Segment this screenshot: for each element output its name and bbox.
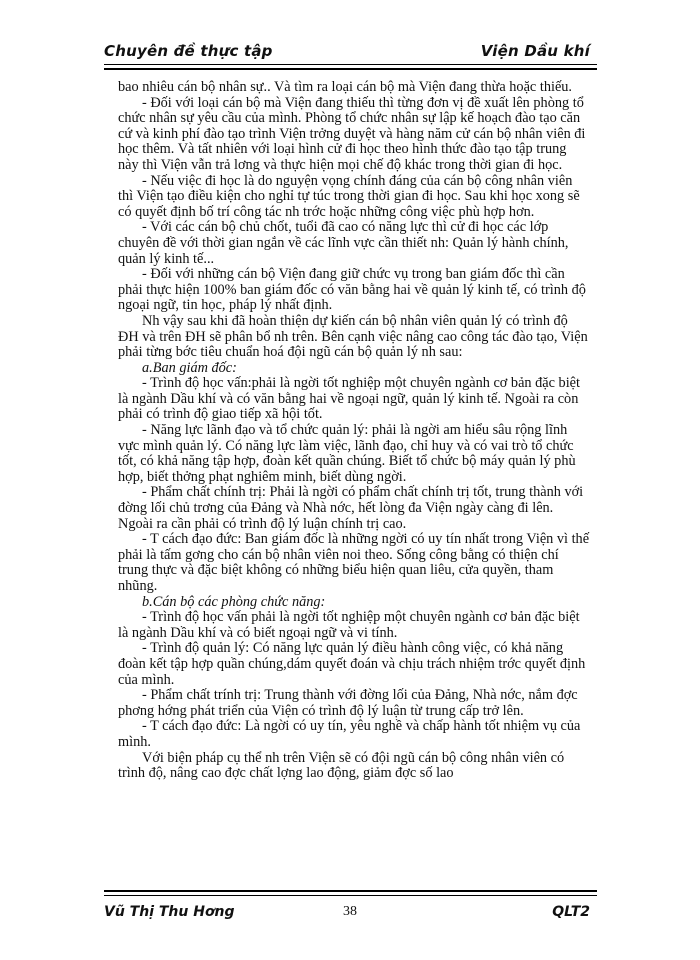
body-paragraph: Với biện pháp cụ thể nh trên Viện sẽ có đội ngũ cán bộ công nhân viên có trình độ, nâng cao đợc chất lợng lao động, giảm đợc số lao (118, 749, 565, 782)
footer-rule-thin (104, 895, 597, 896)
body-paragraph: bao nhiêu cán bộ nhân sự.. Và tìm ra loại cán bộ mà Viện đang thừa hoặc thiếu. (118, 79, 573, 95)
page-number: 38 (343, 904, 357, 919)
body-paragraph: - Đối với những cán bộ Viện đang giữ chức vụ trong ban giám đốc thì cần phải thực hiện 100% ban giám đốc có văn bằng hai về quản lý kinh tế, có trình độ ngoại ngữ, tin học, pháp lý nhất định. (118, 266, 586, 314)
body-paragraph: - Năng lực lãnh đạo và tổ chức quản lý: phải là ngời am hiểu sâu rộng lĩnh vực mình quản lý. Có năng lực làm việc, lãnh đạo, chỉ huy và có vai trò tổ chức tốt, có khả năng tập hợp, đoàn kết quần chúng. Biết tổ chức bộ máy quản lý phù hợp, biết thởng phạt nghiêm minh, biết dùng ngời. (118, 422, 576, 485)
footer-author: Vũ Thị Thu Hơng (104, 904, 235, 920)
section-heading: b.Cán bộ các phòng chức năng: (142, 593, 326, 610)
header-right-title: Viện Dầu khí (480, 42, 590, 60)
page-body (118, 80, 590, 782)
footer-rule-thick (104, 890, 597, 892)
body-paragraph: - Trình độ học vấn phải là ngời tốt nghiệp một chuyên ngành cơ bản đặc biệt là ngành Dầu khí và có biết ngoại ngữ và vi tính. (118, 609, 580, 641)
body-paragraph: - Phẩm chất trính trị: Trung thành với đờng lối của Đảng, Nhà nớc, nắm đợc phơng hớng phát triển của Viện có trình độ lý luận từ trung cấp trở lên. (118, 687, 578, 719)
body-paragraph: - Trình độ học vấn:phải là ngời tốt nghiệp một chuyên ngành cơ bản đặc biệt là ngành Dầu khí và có văn bằng hai về ngoại ngữ, quản lý kinh tế. Ngoài ra còn phải có trình độ giao tiếp xã hội tốt. (118, 375, 580, 423)
section-heading: a.Ban giám đốc: (142, 359, 237, 376)
footer-class: QLT2 (552, 904, 590, 920)
body-paragraph: - T cách đạo đức: Ban giám đốc là những ngời có uy tín nhất trong Viện vì thế phải là tấm gơng cho cán bộ nhân viên noi theo. Sống công bằng có thiện chí trung thực và đặc biệt không có những biểu hiện quan liêu, cửa quyền, tham nhũng. (118, 531, 590, 594)
body-paragraph: - T cách đạo đức: Là ngời có uy tín, yêu nghề và chấp hành tốt nhiệm vụ của mình. (118, 718, 581, 750)
body-paragraph: - Đối với loại cán bộ mà Viện đang thiếu thì từng đơn vị đề xuất lên phòng tổ chức nhân sự yêu cầu của mình. Phòng tổ chức nhân sự lập kế hoạch đào tạo căn cứ và kinh phí đào tạo trình Viện trởng duyệt và hàng năm cử cán bộ nhân viên đi học thêm. Và tất nhiên với loại hình cử đi học theo hình thức đào tạo tập trung này thì Viện vẫn trả lơng và thực hiện mọi chế độ khác trong thời gian đi học. (118, 94, 586, 173)
body-paragraph: - Với các cán bộ chủ chốt, tuổi đã cao có năng lực thì cử đi học các lớp chuyên đề với thời gian ngắn về các lĩnh vực cần thiết nh: Quản lý hành chính, quản lý kinh tế... (118, 219, 569, 267)
body-paragraph: Nh vậy sau khi đã hoàn thiện dự kiến cán bộ nhân viên quản lý có trình độ ĐH và trên ĐH sẽ phân bổ nh trên. Bên cạnh việc nâng cao công tác đào tạo, Viện phải từng bớc tiêu chuẩn hoá đội ngũ cán bộ quản lý nh sau: (118, 312, 588, 361)
header-rule-thick (104, 68, 597, 70)
body-paragraph: - Trình độ quản lý: Có năng lực quản lý điều hành công việc, có khả năng đoàn kết tập hợp quần chúng,dám quyết đoán và chịu trách nhiệm trớc quyết định của mình. (118, 640, 586, 688)
header-rule-thin (104, 64, 597, 65)
body-paragraph: - Phẩm chất chính trị: Phải là ngời có phẩm chất chính trị tốt, trung thành với đờng lối chủ trơng của Đảng và Nhà nớc, hết lòng đa Viện ngày càng đi lên. Ngoài ra cần phải có trình độ lý luận chính trị cao. (118, 484, 584, 532)
body-paragraph: - Nếu việc đi học là do nguyện vọng chính đáng của cán bộ công nhân viên thì Viện tạo điều kiện cho nghỉ tự túc trong thời gian đi học. Sau khi học xong sẽ có quyết định bố trí công tác nh trớc hoặc những công việc phù hợp hơn. (118, 172, 580, 220)
header-left-title: Chuyên đề thực tập (104, 42, 273, 60)
